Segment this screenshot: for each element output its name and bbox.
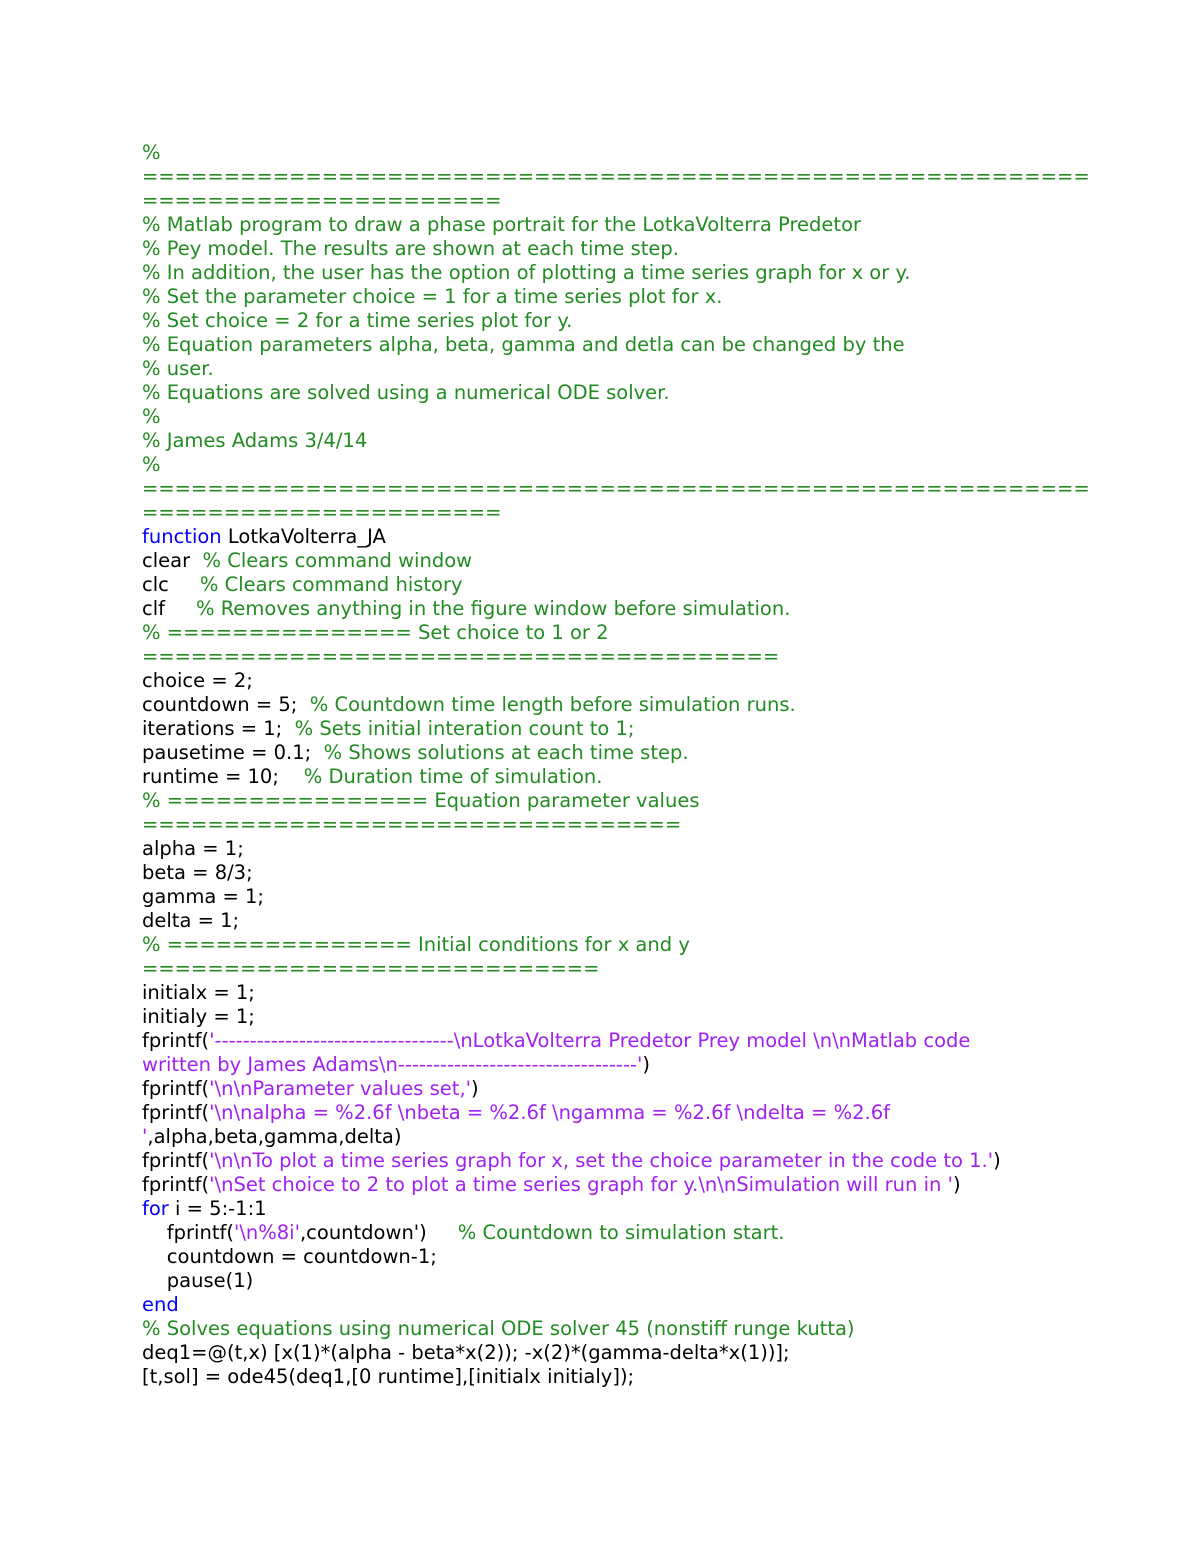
code-line xyxy=(142,189,1142,213)
code-line xyxy=(142,1269,1142,1293)
code-line xyxy=(142,1077,1142,1101)
code-line xyxy=(142,333,1142,357)
code-line xyxy=(142,717,1142,741)
code-line xyxy=(142,429,1142,453)
code-text: runtime = 10; xyxy=(142,765,304,788)
code-line xyxy=(142,549,1142,573)
code-comment: ====================== xyxy=(142,189,502,212)
code-line xyxy=(142,693,1142,717)
code-line xyxy=(142,237,1142,261)
code-text: fprintf( xyxy=(142,1029,210,1052)
code-comment: % user. xyxy=(142,357,214,380)
code-line xyxy=(142,405,1142,429)
code-comment: % xyxy=(142,453,161,476)
code-line xyxy=(142,477,1142,501)
code-keyword: function xyxy=(142,525,222,548)
code-text: clf xyxy=(142,597,196,620)
code-comment: % Duration time of simulation. xyxy=(303,765,603,788)
code-comment: ========================================================== xyxy=(142,165,1090,188)
code-text: countdown = countdown-1; xyxy=(142,1245,437,1268)
code-line xyxy=(142,1365,1142,1389)
code-line xyxy=(142,1053,1142,1077)
code-line xyxy=(142,861,1142,885)
code-text: countdown = 5; xyxy=(142,693,310,716)
code-comment: % =============== Initial conditions for x and y xyxy=(142,933,690,956)
code-string: '\n%8i' xyxy=(233,1221,300,1244)
code-comment: % Countdown to simulation start. xyxy=(457,1221,785,1244)
code-text: initialx = 1; xyxy=(142,981,255,1004)
code-text: pause(1) xyxy=(142,1269,254,1292)
code-text: ,countdown') xyxy=(299,1221,458,1244)
code-line xyxy=(142,1149,1142,1173)
code-comment: % In addition, the user has the option of plotting a time series graph for x or y. xyxy=(142,261,911,284)
code-line xyxy=(142,165,1142,189)
code-line xyxy=(142,981,1142,1005)
code-line xyxy=(142,141,1142,165)
code-line xyxy=(142,1317,1142,1341)
code-line xyxy=(142,1125,1142,1149)
code-text: fprintf( xyxy=(142,1173,210,1196)
code-comment: % xyxy=(142,405,161,428)
code-comment: ========================================================== xyxy=(142,477,1090,500)
code-text: pausetime = 0.1; xyxy=(142,741,324,764)
code-line xyxy=(142,933,1142,957)
code-text: ,alpha,beta,gamma,delta) xyxy=(147,1125,402,1148)
code-line xyxy=(142,765,1142,789)
code-text: ) xyxy=(952,1173,961,1196)
code-text: initialy = 1; xyxy=(142,1005,255,1028)
code-comment: ====================== xyxy=(142,501,502,524)
code-line xyxy=(142,309,1142,333)
code-string: '\nSet choice to 2 to plot a time series graph for y.\n\nSimulation will run in ' xyxy=(209,1173,953,1196)
code-line xyxy=(142,621,1142,645)
code-comment: % =============== Set choice to 1 or 2 xyxy=(142,621,609,644)
code-text: fprintf( xyxy=(142,1101,210,1124)
code-comment: % Shows solutions at each time step. xyxy=(323,741,689,764)
code-keyword: for xyxy=(142,1197,169,1220)
code-text: ) xyxy=(993,1149,1001,1172)
code-line xyxy=(142,573,1142,597)
code-line xyxy=(142,885,1142,909)
code-line xyxy=(142,1173,1142,1197)
code-line xyxy=(142,381,1142,405)
code-comment: ======================================= xyxy=(142,645,780,668)
code-comment: % Clears command history xyxy=(199,573,463,596)
code-text: fprintf( xyxy=(142,1077,210,1100)
code-string: written by James Adams\n----------------------------------' xyxy=(142,1053,643,1076)
code-text: clear xyxy=(142,549,203,572)
code-comment: ================================= xyxy=(142,813,682,836)
code-line xyxy=(142,1221,1142,1245)
code-line xyxy=(142,741,1142,765)
code-text: LotkaVolterra_JA xyxy=(221,525,386,548)
code-comment: % Pey model. The results are shown at each time step. xyxy=(142,237,679,260)
code-text: i = 5:-1:1 xyxy=(168,1197,267,1220)
code-string: '\n\nalpha = %2.6f \nbeta = %2.6f \ngamma = %2.6f \ndelta = %2.6f xyxy=(209,1101,890,1124)
code-comment: % Clears command window xyxy=(202,549,473,572)
code-text: ) xyxy=(471,1077,479,1100)
code-line xyxy=(142,525,1142,549)
code-keyword: end xyxy=(142,1293,179,1316)
code-comment: % Matlab program to draw a phase portrait for the LotkaVolterra Predetor xyxy=(142,213,862,236)
code-comment: % Solves equations using numerical ODE solver 45 (nonstiff runge kutta) xyxy=(142,1317,855,1340)
code-text: alpha = 1; xyxy=(142,837,244,860)
code-line xyxy=(142,261,1142,285)
code-text: beta = 8/3; xyxy=(142,861,253,884)
code-line xyxy=(142,357,1142,381)
code-line xyxy=(142,1101,1142,1125)
code-comment: ============================ xyxy=(142,957,600,980)
code-text: clc xyxy=(142,573,200,596)
code-string: '\n\nTo plot a time series graph for x, set the choice parameter in the code to 1.' xyxy=(209,1149,994,1172)
code-text: ) xyxy=(642,1053,651,1076)
code-string: '----------------------------------\nLotkaVolterra Predetor Prey model \n\nMatlab code xyxy=(209,1029,971,1052)
code-line xyxy=(142,213,1142,237)
code-line xyxy=(142,285,1142,309)
code-line xyxy=(142,453,1142,477)
code-line xyxy=(142,501,1142,525)
code-comment: % Equations are solved using a numerical ODE solver. xyxy=(142,381,670,404)
code-string: ' xyxy=(142,1125,148,1148)
code-comment: % ================ Equation parameter values xyxy=(142,789,700,812)
code-line xyxy=(142,1293,1142,1317)
code-text: delta = 1; xyxy=(142,909,240,932)
code-line xyxy=(142,1245,1142,1269)
code-line xyxy=(142,669,1142,693)
code-string: '\n\nParameter values set,' xyxy=(209,1077,472,1100)
code-text: deq1=@(t,x) [x(1)*(alpha - beta*x(2)); -x(2)*(gamma-delta*x(1))]; xyxy=(142,1341,790,1364)
code-line xyxy=(142,957,1142,981)
code-line xyxy=(142,837,1142,861)
code-text: fprintf( xyxy=(142,1221,234,1244)
code-comment: % Set the parameter choice = 1 for a time series plot for x. xyxy=(142,285,723,308)
code-line xyxy=(142,1341,1142,1365)
code-line xyxy=(142,909,1142,933)
code-comment: % Sets initial interation count to 1; xyxy=(294,717,635,740)
code-line xyxy=(142,1029,1142,1053)
code-comment: % James Adams 3/4/14 xyxy=(142,429,368,452)
code-comment: % Equation parameters alpha, beta, gamma and detla can be changed by the xyxy=(142,333,905,356)
code-comment: % Set choice = 2 for a time series plot for y. xyxy=(142,309,573,332)
code-comment: % xyxy=(142,141,161,164)
code-text: fprintf( xyxy=(142,1149,210,1172)
code-comment: % Removes anything in the figure window before simulation. xyxy=(196,597,791,620)
matlab-code-listing xyxy=(142,141,1142,1389)
code-line xyxy=(142,813,1142,837)
code-line xyxy=(142,789,1142,813)
code-line xyxy=(142,1197,1142,1221)
code-text: [t,sol] = ode45(deq1,[0 runtime],[initialx initialy]); xyxy=(142,1365,635,1388)
code-text: iterations = 1; xyxy=(142,717,295,740)
code-line xyxy=(142,597,1142,621)
code-line xyxy=(142,645,1142,669)
code-line xyxy=(142,1005,1142,1029)
code-text: choice = 2; xyxy=(142,669,253,692)
code-text: gamma = 1; xyxy=(142,885,264,908)
code-comment: % Countdown time length before simulation runs. xyxy=(309,693,796,716)
